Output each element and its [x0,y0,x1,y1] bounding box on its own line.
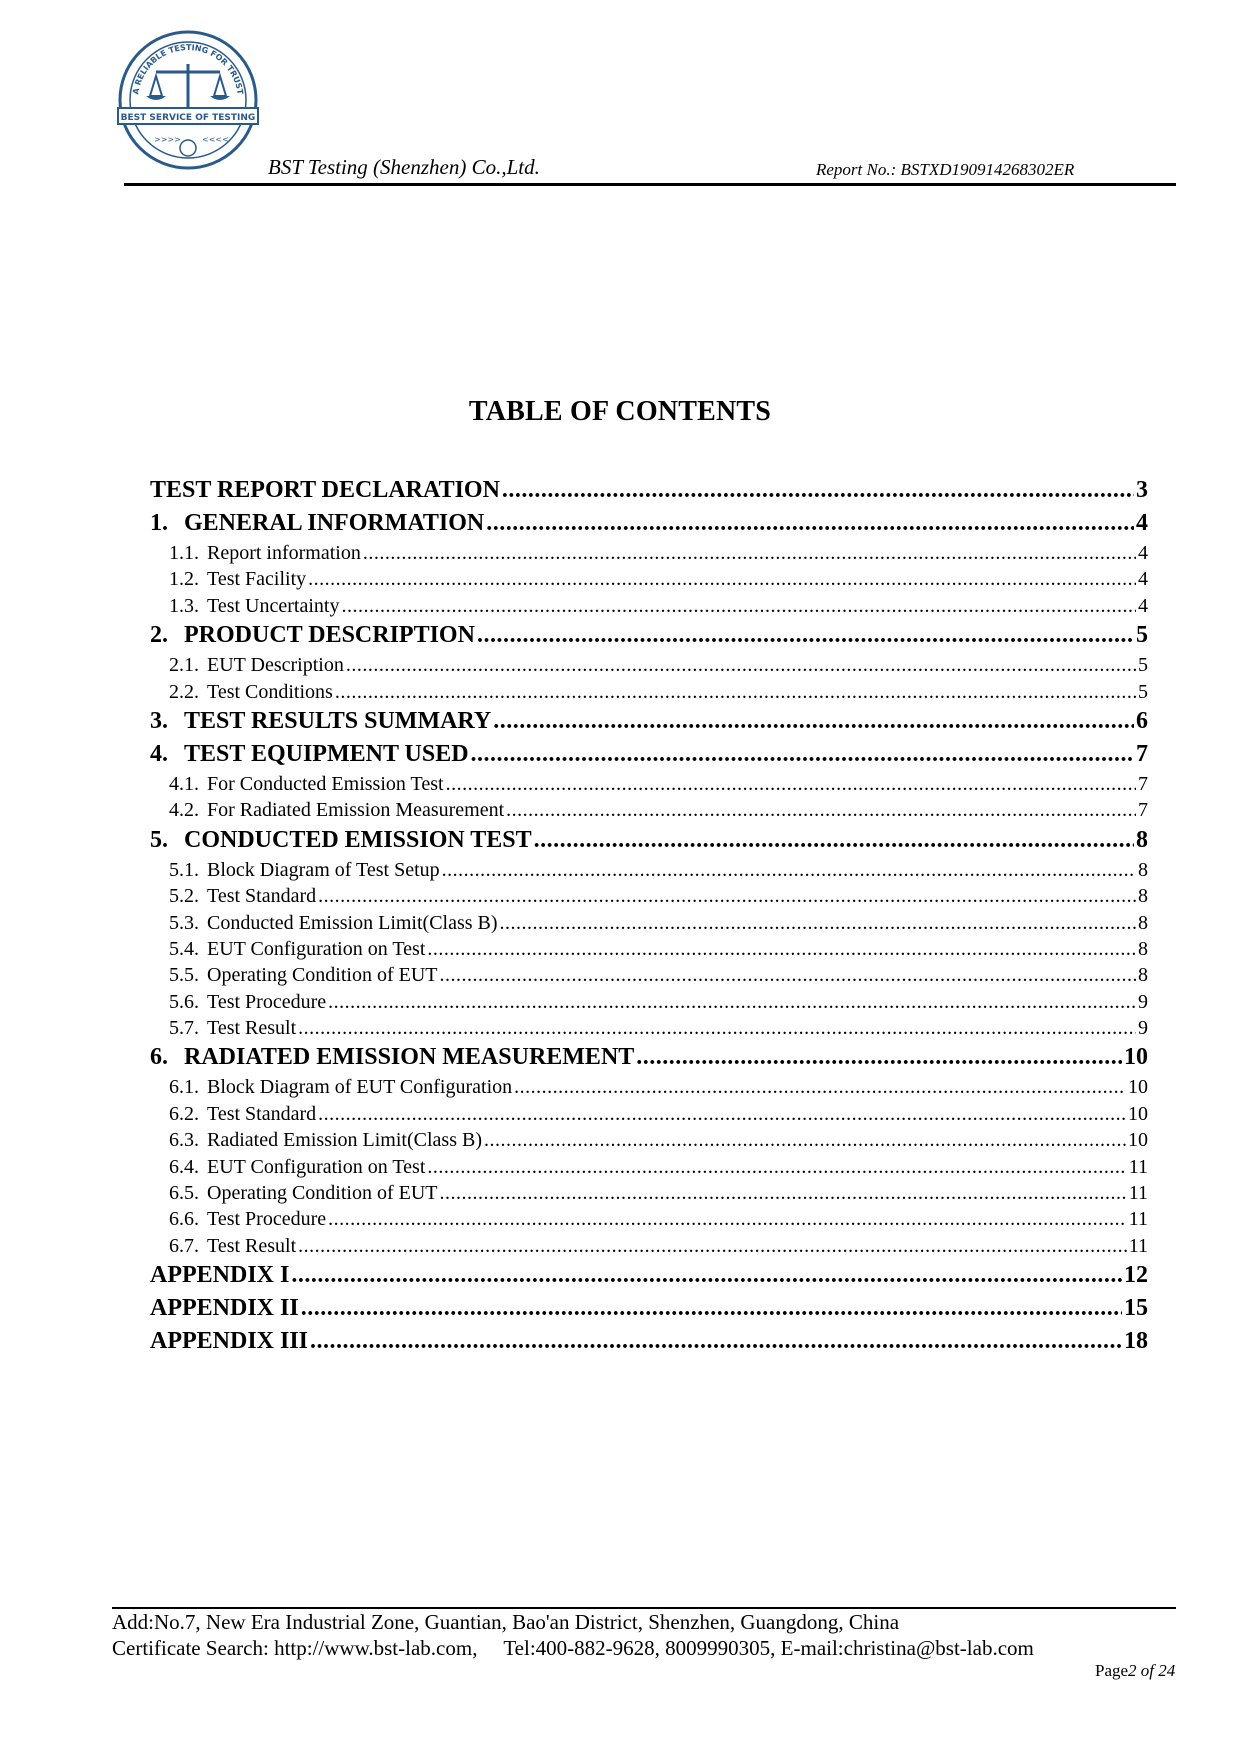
page-current: 2 [1128,1661,1137,1680]
footer-contact: Certificate Search: http://www.bst-lab.com, Tel:400-882-9628, 8009990305, E-mail:christina@bst-lab.com [112,1636,1034,1660]
toc-entry-number: 2.2. [169,680,199,703]
logo-banner-text: BEST SERVICE OF TESTING [120,113,256,123]
toc-dot-leader [328,989,1136,1015]
toc-dot-leader [363,540,1136,566]
toc-subsection-entry[interactable] [150,540,1148,566]
toc-section-entry[interactable] [150,738,1148,771]
toc-subsection-entry[interactable] [150,936,1148,962]
toc-entry-title: Test Procedure [207,990,327,1013]
toc-dot-leader [493,705,1134,738]
toc-entry-page: 5 [1138,654,1148,677]
toc-dot-leader [298,1233,1127,1259]
toc-section-entry[interactable] [150,1292,1148,1325]
report-number: Report No.: BSTXD190914268302ER [816,160,1075,179]
toc-entry-number: 5.2. [169,885,199,908]
toc-entry-page: 11 [1128,1234,1148,1257]
page-of: of [1136,1661,1159,1680]
toc-section-entry[interactable] [150,474,1148,507]
toc-entry-number: 6.3. [169,1129,199,1152]
toc-entry-title: PRODUCT DESCRIPTION [184,622,475,649]
toc-entry-number: 6. [150,1044,168,1071]
toc-section-entry[interactable] [150,619,1148,652]
toc-entry-page: 11 [1128,1155,1148,1178]
toc-entry-number: 1.1. [169,542,199,564]
toc-subsection-entry[interactable] [150,883,1148,909]
toc-dot-leader [471,738,1134,771]
toc-entry-page: 8 [1138,911,1148,934]
toc-entry-title: Test Standard [207,885,317,908]
toc-entry-number: 6.4. [169,1155,199,1178]
footer-address: Add:No.7, New Era Industrial Zone, Guantian, Bao'an District, Shenzhen, Guangdong, China [112,1610,900,1634]
toc-entry-title: Test Facility [207,568,307,591]
page-number [1095,1661,1175,1681]
toc-entry-title: TEST REPORT DECLARATION [150,477,500,503]
toc-entry-number: 2. [150,622,168,649]
toc-subsection-entry[interactable] [150,1233,1148,1259]
company-name: BST Testing (Shenzhen) Co.,Ltd. [268,155,540,179]
toc-entry-page: 4 [1138,542,1148,564]
toc-dot-leader [308,566,1136,592]
toc-dot-leader [486,507,1134,540]
toc-entry-number: 5.5. [169,964,199,987]
toc-entry-number: 2.1. [169,654,199,677]
header-divider [124,183,1176,186]
svg-text:>>>>: >>>> [154,135,181,144]
toc-subsection-entry[interactable] [150,857,1148,883]
toc-entry-number: 6.7. [169,1234,199,1257]
page-prefix: Page [1095,1661,1129,1680]
toc-entry-title: Radiated Emission Limit(Class B) [207,1129,482,1152]
toc-entry-title: APPENDIX I [150,1262,290,1289]
toc-entry-title: TEST EQUIPMENT USED [184,740,469,767]
toc-subsection-entry[interactable] [150,679,1148,705]
toc-dot-leader [440,1180,1127,1206]
toc-dot-leader [442,857,1136,883]
toc-entry-page: 4 [1138,594,1148,617]
toc-dot-leader [328,1206,1127,1232]
toc-entry-title: Conducted Emission Limit(Class B) [207,911,498,934]
toc-subsection-entry[interactable] [150,1154,1148,1180]
toc-section-entry[interactable] [150,1259,1148,1292]
toc-entry-title: EUT Configuration on Test [207,1155,426,1178]
toc-entry-number: 5.3. [169,911,199,934]
toc-entry-title: Test Conditions [207,680,333,703]
toc-entry-number: 4.1. [169,772,199,795]
toc-entry-title: For Conducted Emission Test [207,772,444,795]
toc-entry-page: 4 [1136,510,1148,536]
toc-dot-leader [440,962,1136,988]
toc-dot-leader [427,936,1136,962]
toc-entry-page: 7 [1138,799,1148,822]
toc-entry-number: 5.4. [169,937,199,960]
toc-entry-title: RADIATED EMISSION MEASUREMENT [184,1044,635,1071]
toc-entry-number: 4. [150,740,168,767]
toc-section-entry[interactable] [150,1041,1148,1074]
toc-dot-leader [335,679,1136,705]
page-total: 24 [1158,1661,1176,1680]
toc-subsection-entry[interactable] [150,989,1148,1015]
toc-entry-number: 5.1. [169,858,199,881]
toc-entry-page: 3 [1136,477,1148,503]
toc-entry-page: 15 [1124,1295,1148,1322]
toc-entry-title: Block Diagram of Test Setup [207,858,440,881]
toc-entry-title: Test Procedure [207,1208,327,1231]
toc-subsection-entry[interactable] [150,1074,1148,1100]
toc-entry-number: 1.3. [169,594,199,617]
toc-dot-leader [318,1101,1126,1127]
toc-dot-leader [341,593,1136,619]
toc-subsection-entry[interactable] [150,1101,1148,1127]
toc-entry-page: 10 [1124,1044,1148,1071]
toc-entry-number: 3. [150,707,168,734]
toc-dot-leader [636,1041,1122,1074]
company-logo [116,30,260,176]
toc-dot-leader [514,1074,1126,1100]
toc-subsection-entry[interactable] [150,1180,1148,1206]
toc-entry-page: 5 [1138,680,1148,703]
toc-entry-title: Operating Condition of EUT [207,1182,438,1205]
toc-entry-title: EUT Configuration on Test [207,937,426,960]
toc-subsection-entry[interactable] [150,1015,1148,1041]
toc-dot-leader [427,1154,1126,1180]
toc-entry-page: 8 [1138,858,1148,881]
toc-dot-leader [298,1015,1136,1041]
toc-entry-page: 12 [1124,1262,1148,1289]
toc-dot-leader [346,652,1136,678]
toc-entry-number: 4.2. [169,799,199,822]
toc-dot-leader [318,883,1136,909]
toc-subsection-entry[interactable] [150,1127,1148,1153]
toc-subsection-entry[interactable] [150,797,1148,823]
toc-entry-number: 1.2. [169,568,199,591]
toc-section-entry[interactable] [150,1325,1148,1358]
toc-entry-number: 6.5. [169,1182,199,1205]
toc-dot-leader [502,474,1134,507]
toc-entry-number: 5.6. [169,990,199,1013]
toc-entry-page: 8 [1138,964,1148,987]
toc-entry-title: APPENDIX III [150,1328,309,1355]
toc-entry-page: 10 [1128,1129,1148,1152]
toc-entry-title: Test Result [207,1017,297,1040]
toc-entry-page: 4 [1138,568,1148,591]
toc-dot-leader [301,1292,1122,1325]
toc-subsection-entry[interactable] [150,962,1148,988]
toc-dot-leader [446,771,1136,797]
toc-entry-title: For Radiated Emission Measurement [207,799,505,822]
toc-entry-page: 8 [1138,937,1148,960]
toc-entry-page: 6 [1136,707,1148,734]
toc-dot-leader [506,797,1136,823]
toc-entry-page: 11 [1128,1182,1148,1205]
toc-entry-number: 6.2. [169,1102,199,1125]
toc-section-entry[interactable] [150,705,1148,738]
toc-subsection-entry[interactable] [150,910,1148,936]
toc-entry-number: 6.1. [169,1076,199,1099]
toc-entry-page: 10 [1128,1102,1148,1125]
toc-entry-page: 5 [1136,622,1148,649]
toc-entry-title: Test Standard [207,1102,317,1125]
toc-entry-title: Operating Condition of EUT [207,964,438,987]
toc-entry-title: Test Result [207,1234,297,1257]
toc-dot-leader [534,824,1134,857]
toc-entry-page: 8 [1138,885,1148,908]
toc-section-entry[interactable] [150,507,1148,540]
toc-entry-number: 1. [150,510,168,536]
toc-entry-page: 10 [1128,1076,1148,1099]
toc-entry-page: 7 [1138,772,1148,795]
toc-subsection-entry[interactable] [150,652,1148,678]
toc-entry-page: 9 [1138,1017,1148,1040]
svg-text:A RELIABLE TESTING FOR TRUST: A RELIABLE TESTING FOR TRUST [131,42,245,96]
footer-divider [112,1607,1176,1609]
toc-dot-leader [484,1127,1126,1153]
toc-dot-leader [477,619,1134,652]
toc-section-entry[interactable] [150,824,1148,857]
toc-subsection-entry[interactable] [150,593,1148,619]
toc-subsection-entry[interactable] [150,566,1148,592]
toc-entry-title: GENERAL INFORMATION [184,510,485,536]
toc-entry-title: Block Diagram of EUT Configuration [207,1076,513,1099]
toc-subsection-entry[interactable] [150,771,1148,797]
toc-entry-title: Test Uncertainty [207,594,340,617]
svg-text:<<<<: <<<< [202,135,229,144]
toc-dot-leader [500,910,1136,936]
toc-entry-title: TEST RESULTS SUMMARY [184,707,492,734]
toc-entry-number: 5. [150,826,168,853]
table-of-contents [150,474,1148,1358]
toc-entry-title: CONDUCTED EMISSION TEST [184,826,532,853]
toc-entry-number: 5.7. [169,1017,199,1040]
toc-entry-number: 6.6. [169,1208,199,1231]
toc-dot-leader [291,1259,1122,1292]
toc-entry-page: 11 [1128,1208,1148,1231]
toc-dot-leader [310,1325,1122,1358]
toc-entry-page: 8 [1136,826,1148,853]
toc-subsection-entry[interactable] [150,1206,1148,1232]
page-title: TABLE OF CONTENTS [468,396,772,427]
toc-entry-title: Report information [207,542,361,564]
toc-entry-page: 9 [1138,990,1148,1013]
toc-entry-title: EUT Description [207,654,344,677]
toc-entry-page: 7 [1136,740,1148,767]
toc-entry-page: 18 [1124,1328,1148,1355]
toc-entry-title: APPENDIX II [150,1295,299,1322]
